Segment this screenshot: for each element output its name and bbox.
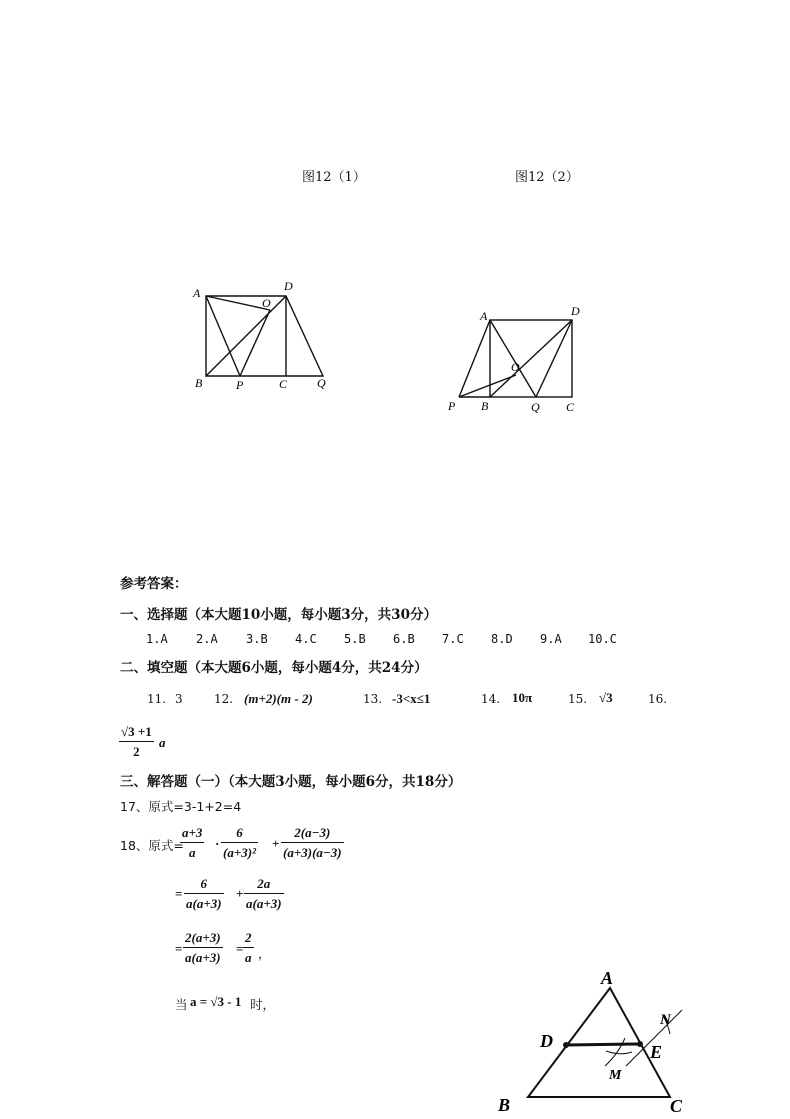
fraction-bar (183, 947, 223, 948)
fraction-bar (180, 842, 204, 843)
fraction-bar (281, 842, 344, 843)
equals-sign: = (175, 886, 183, 901)
fraction-denominator: a (188, 845, 196, 860)
mc-answer: 3.B (246, 632, 268, 646)
fraction-denominator: (a+3)(a−3) (283, 845, 342, 860)
q13-number: 13. (363, 692, 383, 706)
mc-answer: 2.A (196, 632, 218, 646)
q18-prefix: 18、原式= (120, 838, 184, 853)
q16-fraction-denominator: 2 (133, 744, 140, 759)
q18-fraction-1 (180, 825, 204, 860)
fraction-numerator: a+3 (182, 825, 203, 840)
fig3-label-A: A (601, 968, 614, 988)
fraction-bar (184, 893, 224, 894)
fig1-label-P: P (236, 378, 244, 392)
fig3-label-M: M (609, 1068, 622, 1083)
fig1-label-O: O (262, 296, 271, 310)
fig1-label-B: B (195, 376, 203, 390)
q11-answer: 3 (175, 692, 183, 706)
fig3-label-E: E (650, 1042, 663, 1062)
fraction-bar (244, 893, 284, 894)
mc-answer: 10.C (588, 632, 617, 646)
operator-plus: + (272, 836, 280, 851)
equals-sign: = (236, 941, 244, 956)
section1-heading: 一、选择题（本大题10小题，每小题3分，共30分） (120, 607, 437, 623)
fig2-label-Q: Q (531, 400, 540, 414)
point-D (563, 1042, 569, 1048)
q16-fraction-numerator: √3 +1 (121, 724, 152, 739)
fraction-numerator: 2 (245, 930, 252, 945)
fig2-label-D: D (571, 304, 580, 318)
fig1-label-Q: Q (317, 376, 326, 390)
figure-caption-2: 图12（2） (515, 170, 579, 185)
when-suffix: 时， (250, 997, 276, 1012)
operator-plus: + (236, 886, 244, 901)
figure-12-1 (185, 275, 345, 400)
q14-number: 14. (481, 692, 501, 706)
fraction-numerator: 2a (257, 876, 271, 891)
fig1-label-C: C (279, 377, 288, 391)
equals-sign: = (175, 941, 183, 956)
fraction-numerator: 6 (236, 825, 243, 840)
fig3-label-N: N (660, 1012, 671, 1028)
q15-number: 15. (568, 692, 588, 706)
fraction-numerator: 6 (200, 876, 208, 891)
fraction-numerator: 2(a+3) (185, 930, 221, 945)
q16-fraction (119, 724, 154, 759)
q18-fraction-2 (221, 825, 258, 860)
q12-answer: (m+2)(m - 2) (244, 691, 313, 706)
fig2-label-C: C (566, 400, 575, 414)
q17-solution: 17、原式=3-1+2=4 (120, 799, 242, 814)
when-prefix: 当 (175, 997, 188, 1012)
q15-answer: √3 (599, 690, 613, 705)
comma: ， (258, 946, 271, 961)
operator-dot: · (215, 836, 220, 851)
fraction-bar (221, 842, 258, 843)
q18-fraction-6 (183, 930, 223, 965)
answers-title: 参考答案： (120, 576, 188, 592)
fig2-label-A: A (480, 309, 488, 323)
triangle-construction-figure (490, 958, 695, 1119)
fig3-label-B: B (498, 1095, 511, 1115)
fraction-denominator: a(a+3) (246, 896, 282, 911)
fig3-label-C: C (670, 1096, 683, 1116)
fraction-denominator: a(a+3) (185, 950, 221, 965)
mc-answer: 1.A (146, 632, 168, 646)
mc-answer: 5.B (344, 632, 366, 646)
point-E (637, 1041, 643, 1047)
fraction-bar (243, 947, 254, 948)
section2-heading: 二、填空题（本大题6小题，每小题4分，共24分） (120, 660, 428, 676)
fig2-label-O: O (511, 360, 520, 374)
q18-fraction-7 (243, 930, 254, 965)
when-expression: a = √3 - 1 (190, 994, 242, 1009)
q11-number: 11. (147, 692, 167, 706)
figure-caption-1: 图12（1） (302, 170, 366, 185)
q18-fraction-5 (244, 876, 284, 911)
mc-answer: 6.B (393, 632, 415, 646)
fraction-denominator: a(a+3) (186, 896, 222, 911)
q18-fraction-4 (184, 876, 224, 911)
figure-12-2 (440, 300, 600, 420)
q18-fraction-3 (281, 825, 344, 860)
q16-variable: a (159, 735, 166, 750)
mc-answer: 8.D (491, 632, 513, 646)
fraction-denominator: a (245, 950, 252, 965)
fig2-label-P: P (448, 399, 456, 413)
mc-answer: 9.A (540, 632, 562, 646)
fraction-denominator: (a+3)² (223, 845, 256, 860)
fig2-label-B: B (481, 399, 489, 413)
q12-number: 12. (214, 692, 234, 706)
fig1-label-A: A (193, 286, 201, 300)
section3-heading: 三、解答题（一）（本大题3小题，每小题6分，共18分） (120, 774, 462, 790)
q14-answer: 10π (512, 690, 533, 705)
mc-answer: 7.C (442, 632, 464, 646)
mc-answer: 4.C (295, 632, 317, 646)
q13-answer: -3<x≤1 (392, 691, 431, 706)
fraction-numerator: 2(a−3) (294, 825, 331, 840)
fig3-label-D: D (540, 1031, 553, 1051)
fraction-bar (119, 741, 154, 742)
q16-number: 16. (648, 692, 668, 706)
fig1-label-D: D (284, 279, 293, 293)
